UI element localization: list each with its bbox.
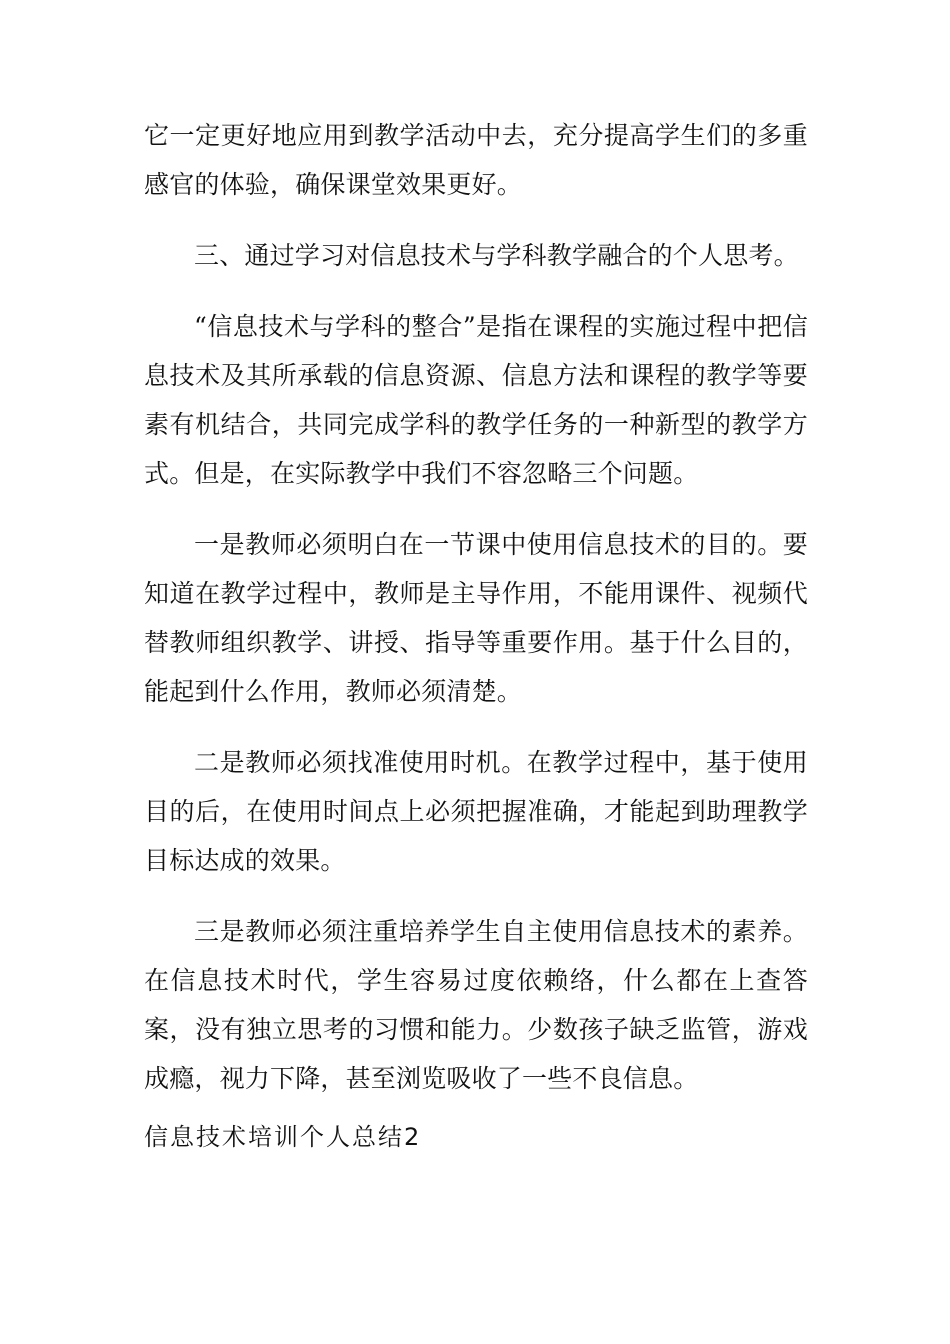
section-heading: 信息技术培训个人总结2: [144, 1123, 422, 1151]
paragraph-point-two: 二是教师必须找准使用时机。在教学过程中，基于使用目的后，在使用时间点上必须把握准确，才能起到助理教学目标达成的效果。: [144, 748, 808, 875]
paragraph-point-one: 一是教师必须明白在一节课中使用信息技术的目的。要知道在教学过程中，教师是主导作用，不能用课件、视频代替教师组织教学、讲授、指导等重要作用。基于什么目的，能起到什么作用，教师必须清楚。: [144, 530, 808, 706]
paragraph-continuation: 它一定更好地应用到教学活动中去，充分提高学生们的多重感官的体验，确保课堂效果更好。: [144, 121, 808, 199]
document-body: [144, 111, 808, 1103]
paragraph-point-three: 三是教师必须注重培养学生自主使用信息技术的素养。在信息技术时代，学生容易过度依赖络，什么都在上查答案，没有独立思考的习惯和能力。少数孩子缺乏监管，游戏成瘾，视力下降，甚至浏览吸收了一些不良信息。: [144, 917, 808, 1093]
section-three-heading: 三、通过学习对信息技术与学科教学融合的个人思考。: [194, 241, 799, 270]
paragraph-integration-definition: “信息技术与学科的整合”是指在课程的实施过程中把信息技术及其所承载的信息资源、信息方法和课程的教学等要素有机结合，共同完成学科的教学任务的一种新型的教学方式。但是，在实际教学中我们不容忽略三个问题。: [144, 312, 808, 488]
